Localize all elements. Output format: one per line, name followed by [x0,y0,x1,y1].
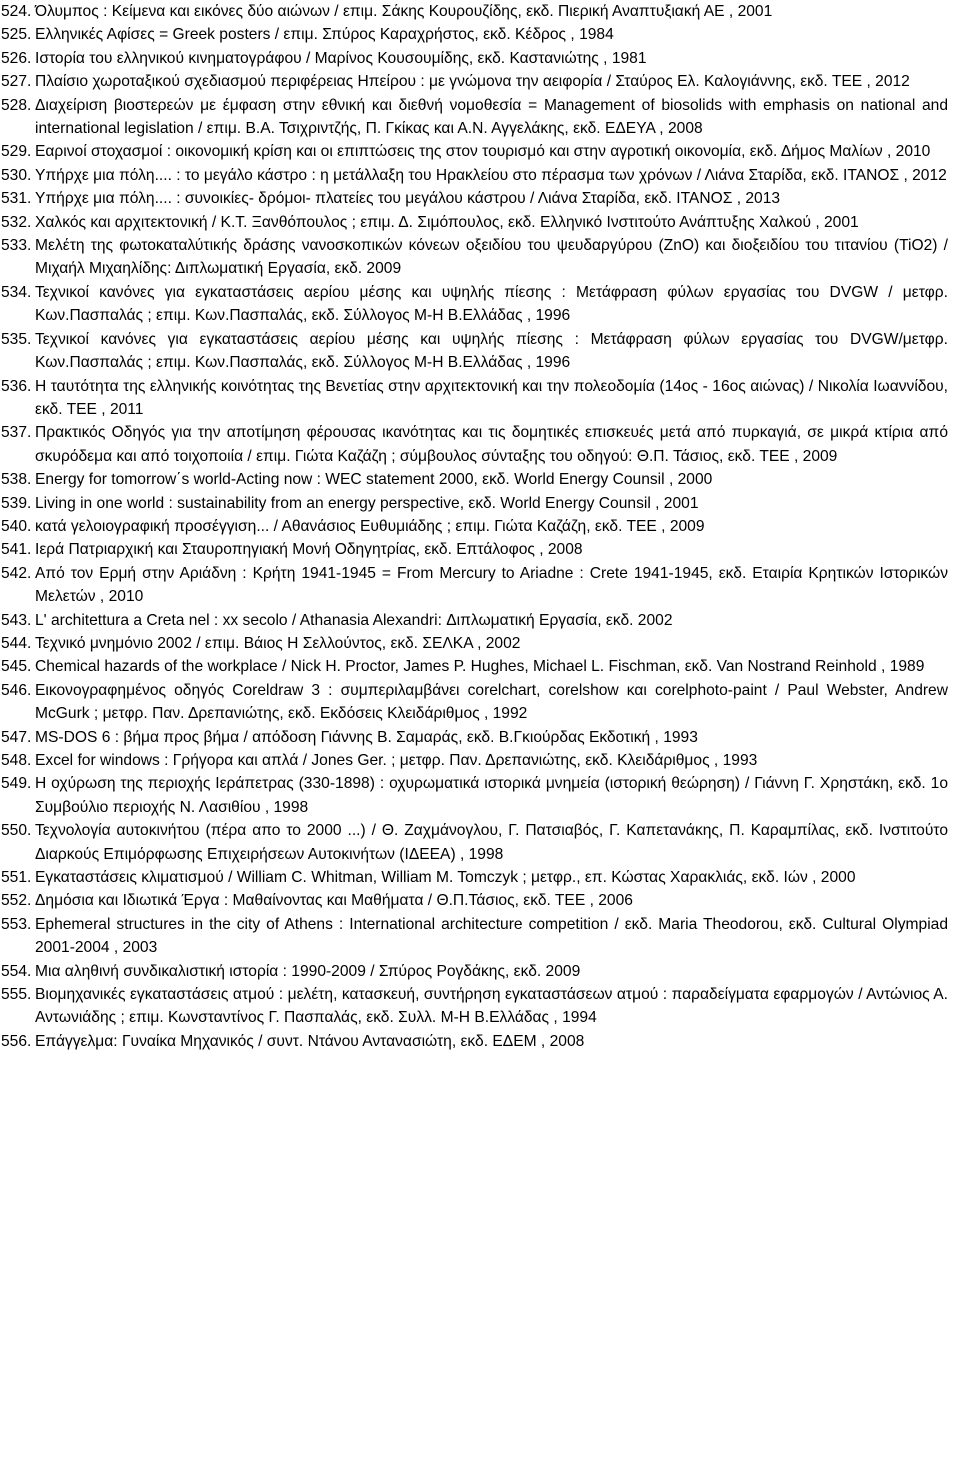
entry-number: 556. [1,1032,32,1050]
entry-number: 536. [1,377,32,395]
list-item [1,655,948,678]
entry-text: Μελέτη της φωτοκαταλύτικής δράσης νανοσκοπικών κόνεων οξειδίου του ψευδαργύρου (ZnO) και διοξειδίου του τιτανίου (TiO2) / Μιχαήλ Μιχαηλίδης: Διπλωματική Εργασία, εκδ. 2009 [35,237,948,278]
entry-number: 555. [1,986,32,1004]
entry-number: 527. [1,73,32,91]
list-item [1,772,948,819]
entry-number: 529. [1,143,32,161]
entry-number: 532. [1,213,32,231]
entry-text: Ελληνικές Αφίσες = Greek posters / επιμ. Σπύρος Καραχρήστος, εκδ. Κέδρος , 1984 [35,26,614,44]
list-item [1,187,948,210]
entry-text: Όλυμπος : Κείμενα και εικόνες δύο αιώνων / επιμ. Σάκης Κουρουζίδης, εκδ. Πιερική Αναπτυξιακή ΑΕ , 2001 [35,3,773,20]
list-item [1,164,948,187]
entry-text: Τεχνολογία αυτοκινήτου (πέρα απο το 2000 ...) / Θ. Ζαχμάνογλου, Γ. Πατσιαβός, Γ. Καπετανάκης, Π. Καραμπίλας, εκδ. Ινστιτούτο Διαρκούς Επιμόρφωσης Επιχειρήσεων Αυτοκινήτων (ΙΔΕΕΑ) , 1998 [35,822,948,863]
entry-text: Χαλκός και αρχιτεκτονική / Κ.Τ. Ξανθόπουλος ; επιμ. Δ. Σιμόπουλος, εκδ. Ελληνικό Ινστιτούτο Ανάπτυξης Χαλκού , 2001 [35,213,859,231]
entry-number: 533. [1,237,32,255]
entry-text: Τεχνικό μνημόνιο 2002 / επιμ. Βάιος Η Σελλούντος, εκδ. ΣΕΛΚΑ , 2002 [35,634,521,652]
list-item [1,960,948,983]
entry-text: Πρακτικός Οδηγός για την αποτίμηση φέρουσας ικανότητας και τις δομητικές επισκευές μετά από πυρκαγιά, σε μικρά κτίρια από σκυρόδεμα και από τοιχοποιία / επιμ. Γιώτα Καζάζη ; σύμβουλος σύνταξης του οδηγού: Θ.Π. Τάσιος, εκδ. ΤΕΕ , 2009 [35,424,948,465]
list-item [1,421,948,468]
list-item [1,375,948,422]
entry-text: Μια αληθινή συνδικαλιστική ιστορία : 1990-2009 / Σπύρος Ρογδάκης, εκδ. 2009 [35,962,581,980]
entry-text: Επάγγελμα: Γυναίκα Μηχανικός / συντ. Ντάνου Αντανασιώτη, εκδ. ΕΔΕΜ , 2008 [35,1032,585,1050]
entry-text: Living in one world : sustainability from an energy perspective, εκδ. World Energy Counsil , 2001 [35,494,699,512]
entry-number: 542. [1,564,32,582]
list-item [1,211,948,234]
entry-number: 541. [1,541,32,559]
entry-text: MS-DOS 6 : βήμα προς βήμα / απόδοση Γιάννης Β. Σαμαράς, εκδ. Β.Γκιούρδας Εκδοτική , 1993 [35,728,698,746]
list-item [1,889,948,912]
list-item [1,866,948,889]
entry-text: Ιερά Πατριαρχική και Σταυροπηγιακή Μονή Οδηγητρίας, εκδ. Επτάλοφος , 2008 [35,541,583,559]
list-item [1,983,948,1030]
list-item [1,234,948,281]
list-item [1,726,948,749]
entry-number: 549. [1,775,32,793]
entry-number: 552. [1,892,32,910]
list-item [1,515,948,538]
entry-number: 528. [1,96,32,114]
list-item [1,492,948,515]
entry-text: Ιστορία του ελληνικού κινηματογράφου / Μαρίνος Κουσουμίδης, εκδ. Καστανιώτης , 1981 [35,49,647,67]
entry-number: 526. [1,49,32,67]
entry-number: 554. [1,962,32,980]
list-item [1,538,948,561]
list-item [1,47,948,70]
list-item [1,632,948,655]
entry-text: Τεχνικοί κανόνες για εγκαταστάσεις αερίου μέσης και υψηλής πίεσης : Μετάφραση φύλων εργασίας του DVGW/μετφρ. Κων.Πασπαλάς ; επιμ. Κων.Πασπαλάς, εκδ. Σύλλογος Μ-Η Β.Ελλάδας , 1996 [35,330,948,372]
list-item [1,913,948,960]
entry-text: Από τον Ερμή στην Αριάδνη : Κρήτη 1941-1945 = From Mercury to Ariadne : Crete 1941-1945, εκδ. Εταιρία Κρητικών Ιστορικών Μελετών , 2010 [35,564,948,606]
entry-number: 534. [1,283,32,301]
entry-text: κατά γελοιογραφική προσέγγιση... / Αθανάσιος Ευθυμιάδης ; επιμ. Γιώτα Καζάζη, εκδ. ΤΕΕ , 2009 [35,517,705,535]
list-item [1,23,948,46]
entry-number: 524. [1,3,32,20]
entry-text: Τεχνικοί κανόνες για εγκαταστάσεις αερίου μέσης και υψηλής πίεσης : Μετάφραση φύλων εργασίας του DVGW / μετφρ. Κων.Πασπαλάς ; επιμ. Κων.Πασπαλάς, εκδ. Σύλλογος Μ-Η Β.Ελλάδας , 1996 [35,283,948,325]
entry-number: 525. [1,26,32,44]
list-item [1,328,948,375]
entry-text: Η ταυτότητα της ελληνικής κοινότητας της Βενετίας στην αρχιτεκτονική και την πολεοδομία (14ος - 16ος αιώνας) / Νικολία Ιωαννίδου, εκδ. ΤΕΕ , 2011 [35,377,948,418]
entry-number: 535. [1,330,32,348]
list-item [1,819,948,866]
entry-number: 538. [1,471,32,489]
entry-number: 544. [1,634,32,652]
entry-text: Ephemeral structures in the city of Athens : International architecture competition / εκδ. Maria Theodorou, εκδ. Cultural Olympiad 2001-2004 , 2003 [35,915,948,957]
entry-text: Εικονογραφημένος οδηγός Coreldraw 3 : συμπεριλαμβάνει corelchart, corelshow και corelphoto-paint / Paul Webster, Andrew McGurk ; μετφρ. Παν. Δρεπανιώτης, εκδ. Εκδόσεις Κλειδάριθμος , 1992 [35,681,948,723]
entry-number: 551. [1,869,32,887]
entry-text: Η οχύρωση της περιοχής Ιεράπετρας (330-1898) : οχυρωματικά ιστορικά μνημεία (ιστορική θεώρηση) / Γιάννη Γ. Χρηστάκη, εκδ. 1ο Συμβούλιο περιοχής Ν. Λασιθίου , 1998 [35,775,948,816]
entry-number: 543. [1,611,32,629]
list-item [1,749,948,772]
list-item [1,140,948,163]
entry-text: Δημόσια και Ιδιωτικά Έργα : Μαθαίνοντας και Μαθήματα / Θ.Π.Τάσιος, εκδ. ΤΕΕ , 2006 [35,892,633,910]
entry-text: Εαρινοί στοχασμοί : οικονομική κρίση και οι επιπτώσεις της στον τουρισμό και στην αγροτική οικονομία, εκδ. Δήμος Μαλίων , 2010 [35,143,931,161]
entry-text: Εγκαταστάσεις κλιματισμού / William C. Whitman, William M. Tomczyk ; μετφρ., επ. Κώστας Χαρακλιάς, εκδ. Ιών , 2000 [35,869,856,887]
entry-text: Excel for windows : Γρήγορα και απλά / Jones Ger. ; μετφρ. Παν. Δρεπανιώτης, εκδ. Κλειδάριθμος , 1993 [35,752,758,769]
list-item [1,94,948,141]
entry-number: 548. [1,752,32,769]
list-item [1,70,948,93]
entry-number: 531. [1,190,32,208]
entry-text: Chemical hazards of the workplace / Nick H. Proctor, James P. Hughes, Michael L. Fischman, εκδ. Van Nostrand Reinhold , 1989 [35,658,925,676]
entry-text: Διαχείριση βιοστερεών με έμφαση στην εθνική και διεθνή νομοθεσία = Management of biosolids with emphasis on national and international legislation / επιμ. Β.Α. Τσιχριντζής, Π. Γκίκας και Α.Ν. Αγγελάκης, εκδ. ΕΔΕΥΑ , 2008 [35,96,948,138]
list-item [1,609,948,632]
list-item [1,562,948,609]
list-item [1,1030,948,1053]
list-item [1,281,948,328]
entry-number: 546. [1,681,32,699]
entry-number: 553. [1,915,32,933]
entry-number: 547. [1,728,32,746]
list-item [1,468,948,491]
entry-number: 545. [1,658,32,676]
entry-text: Βιομηχανικές εγκαταστάσεις ατμού : μελέτη, κατασκευή, συντήρηση εγκαταστάσεων ατμού : παραδείγματα εφαρμογών / Αντώνιος Α. Αντωνιάδης ; επιμ. Κωνσταντίνος Γ. Πασπαλάς, εκδ. Συλλ. Μ-Η Β.Ελλάδας , 1994 [35,986,948,1027]
entry-text: Υπήρχε μια πόλη.... : το μεγάλο κάστρο : η μετάλλαξη του Ηρακλείου στο πέρασμα των χρόνων / Λιάνα Σταρίδα, εκδ. ΙΤΑΝΟΣ , 2012 [35,166,947,184]
list-item [1,679,948,726]
entry-text: Υπήρχε μια πόλη.... : συνοικίες- δρόμοι- πλατείες του μεγάλου κάστρου / Λιάνα Σταρίδα, εκδ. ΙΤΑΝΟΣ , 2013 [35,190,781,208]
list-item [1,0,948,23]
entry-number: 550. [1,822,32,840]
entry-number: 539. [1,494,32,512]
entry-text: Energy for tomorrow΄s world-Acting now : WEC statement 2000, εκδ. World Energy Counsil , 2000 [35,471,713,489]
entry-text: Πλαίσιο χωροταξικού σχεδιασμού περιφέρειας Ηπείρου : με γνώμονα την αειφορία / Σταύρος Ελ. Καλογιάννης, εκδ. ΤΕΕ , 2012 [35,73,910,91]
entry-number: 537. [1,424,32,442]
entry-number: 540. [1,517,32,535]
entry-number: 530. [1,166,32,184]
entry-text: L' architettura a Creta nel : xx secolo / Athanasia Alexandri: Διπλωματική Εργασία, εκδ. 2002 [35,611,673,629]
